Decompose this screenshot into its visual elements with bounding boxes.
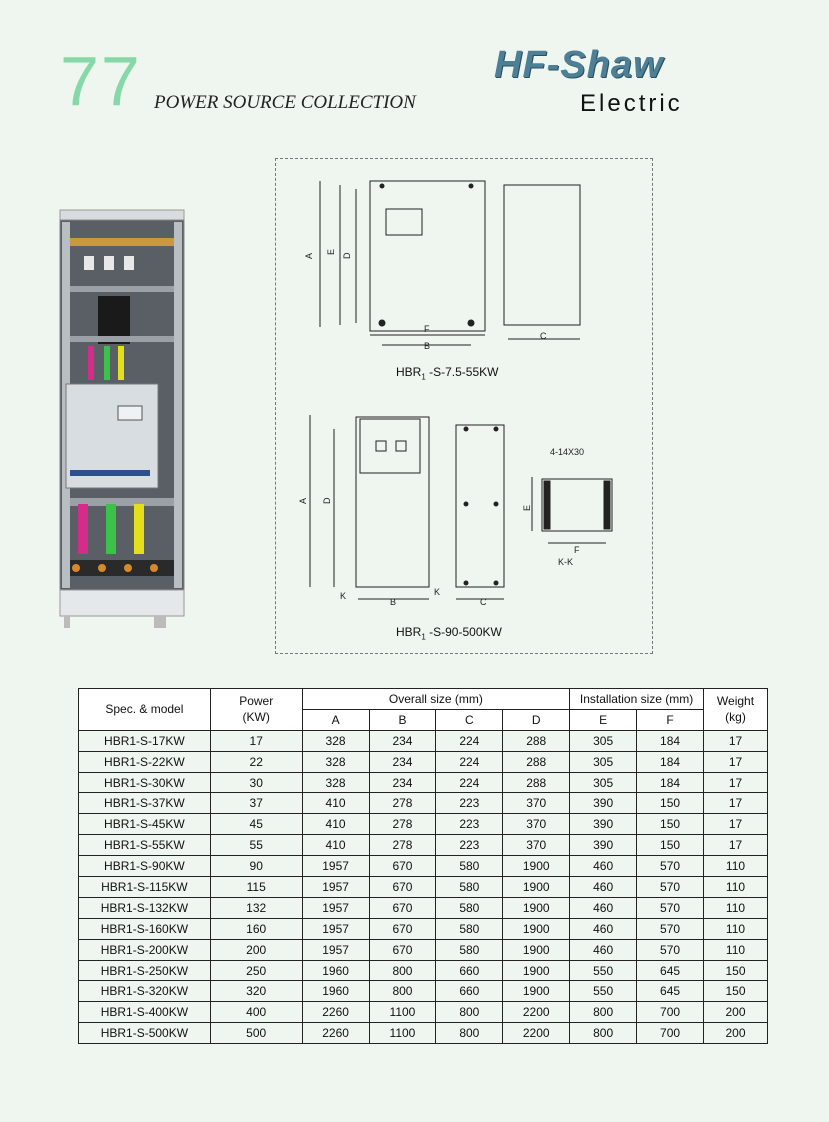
table-cell: 1957	[302, 877, 369, 898]
table-cell: 110	[703, 897, 767, 918]
table-cell: 17	[703, 835, 767, 856]
table-cell: 645	[637, 981, 704, 1002]
table-cell: 160	[210, 918, 302, 939]
dim-label-k-right: K	[434, 587, 441, 597]
table-row	[79, 772, 768, 793]
table-cell: 110	[703, 877, 767, 898]
subheader-b: B	[369, 709, 436, 730]
table-cell: HBR1-S-45KW	[79, 814, 211, 835]
table-cell: 234	[369, 730, 436, 751]
table-cell: 460	[570, 877, 637, 898]
table-cell: 223	[436, 793, 503, 814]
header-power: Power (KW)	[210, 689, 302, 731]
table-cell: 400	[210, 1002, 302, 1023]
table-cell: 200	[703, 1002, 767, 1023]
table-cell: 670	[369, 897, 436, 918]
dim-label-f2: F	[574, 545, 580, 555]
spec-table	[78, 688, 768, 1044]
subheader-e: E	[570, 709, 637, 730]
brand-subtitle: Electric	[580, 90, 683, 117]
table-cell: 460	[570, 856, 637, 877]
table-cell: 150	[637, 835, 704, 856]
table-cell: 670	[369, 939, 436, 960]
dim-label-kk: K-K	[558, 557, 574, 567]
table-cell: 55	[210, 835, 302, 856]
table-cell: 800	[436, 1023, 503, 1044]
table-cell: HBR1-S-115KW	[79, 877, 211, 898]
table-cell: 328	[302, 730, 369, 751]
table-cell: 37	[210, 793, 302, 814]
table-cell: 580	[436, 897, 503, 918]
table-cell: 800	[369, 960, 436, 981]
table-cell: 305	[570, 730, 637, 751]
table-cell: 278	[369, 814, 436, 835]
table-cell: 2260	[302, 1002, 369, 1023]
table-row	[79, 856, 768, 877]
dim-label-b1: B	[424, 341, 431, 351]
table-cell: 17	[703, 814, 767, 835]
table-cell: 700	[637, 1023, 704, 1044]
table-cell: 1900	[503, 960, 570, 981]
table-cell: 410	[302, 835, 369, 856]
table-cell: 410	[302, 814, 369, 835]
subheader-f: F	[637, 709, 704, 730]
page-number: 77	[60, 42, 142, 120]
subheader-c: C	[436, 709, 503, 730]
table-cell: 234	[369, 751, 436, 772]
table-row	[79, 918, 768, 939]
dim-label-c1: C	[540, 331, 547, 341]
table-cell: 660	[436, 960, 503, 981]
table-cell: 30	[210, 772, 302, 793]
table-cell: 150	[703, 960, 767, 981]
table-cell: 550	[570, 981, 637, 1002]
header-overall: Overall size (mm)	[302, 689, 570, 710]
dim-label-b2: B	[390, 597, 397, 607]
table-row	[79, 877, 768, 898]
table-cell: 288	[503, 751, 570, 772]
table-cell: 500	[210, 1023, 302, 1044]
dim-label-a2: A	[298, 497, 308, 504]
table-cell: 1900	[503, 918, 570, 939]
table-cell: 224	[436, 730, 503, 751]
table-cell: 580	[436, 856, 503, 877]
table-cell: 550	[570, 960, 637, 981]
large-unit-panel	[360, 419, 420, 473]
table-cell: 460	[570, 918, 637, 939]
table-row	[79, 835, 768, 856]
table-cell: 17	[703, 772, 767, 793]
table-cell: 288	[503, 730, 570, 751]
table-cell: 700	[637, 1002, 704, 1023]
table-cell: 150	[637, 793, 704, 814]
table-cell: 110	[703, 939, 767, 960]
table-cell: 580	[436, 939, 503, 960]
table-cell: 670	[369, 877, 436, 898]
table-row	[79, 793, 768, 814]
table-cell: 132	[210, 897, 302, 918]
subheader-a: A	[302, 709, 369, 730]
table-cell: 328	[302, 751, 369, 772]
small-unit-panel	[386, 209, 422, 235]
table-cell: 1960	[302, 981, 369, 1002]
table-cell: 2200	[503, 1002, 570, 1023]
table-cell: 2260	[302, 1023, 369, 1044]
table-cell: 800	[369, 981, 436, 1002]
table-cell: 1957	[302, 939, 369, 960]
table-cell: 115	[210, 877, 302, 898]
dim-label-c2: C	[480, 597, 487, 607]
table-cell: 200	[703, 1023, 767, 1044]
table-row	[79, 960, 768, 981]
table-cell: 1100	[369, 1002, 436, 1023]
table-cell: 234	[369, 772, 436, 793]
header-weight: Weight (kg)	[703, 689, 767, 731]
table-cell: 184	[637, 730, 704, 751]
page-title: POWER SOURCE COLLECTION	[154, 92, 416, 113]
table-cell: 150	[703, 981, 767, 1002]
brand-logo: HF-Shaw	[494, 44, 664, 86]
subheader-d: D	[503, 709, 570, 730]
table-cell: 1900	[503, 939, 570, 960]
table-cell: 17	[210, 730, 302, 751]
large-unit-front	[356, 417, 429, 587]
small-unit-front	[370, 181, 485, 331]
table-cell: 90	[210, 856, 302, 877]
table-cell: HBR1-S-22KW	[79, 751, 211, 772]
table-cell: 370	[503, 835, 570, 856]
table-row	[79, 897, 768, 918]
table-cell: 390	[570, 835, 637, 856]
table-cell: HBR1-S-132KW	[79, 897, 211, 918]
dim-label-f1: F	[424, 324, 430, 334]
table-row	[79, 751, 768, 772]
table-cell: HBR1-S-30KW	[79, 772, 211, 793]
table-cell: 150	[637, 814, 704, 835]
table-cell: 410	[302, 793, 369, 814]
table-cell: 250	[210, 960, 302, 981]
table-cell: 800	[570, 1023, 637, 1044]
table-cell: 278	[369, 835, 436, 856]
table-cell: HBR1-S-320KW	[79, 981, 211, 1002]
table-cell: 2200	[503, 1023, 570, 1044]
drawing-caption-1: $HBR_1$ -S-7.5-55KW	[396, 365, 499, 382]
table-cell: 328	[302, 772, 369, 793]
table-row	[79, 1002, 768, 1023]
dim-label-k-left: K	[340, 591, 347, 601]
table-cell: HBR1-S-17KW	[79, 730, 211, 751]
table-cell: 184	[637, 751, 704, 772]
table-cell: 110	[703, 856, 767, 877]
table-cell: HBR1-S-160KW	[79, 918, 211, 939]
table-cell: 110	[703, 918, 767, 939]
header-install: Installation size (mm)	[570, 689, 704, 710]
table-cell: 670	[369, 918, 436, 939]
cabinet-photo	[58, 208, 186, 630]
table-cell: 800	[570, 1002, 637, 1023]
small-unit-side	[504, 185, 580, 325]
table-cell: 570	[637, 897, 704, 918]
dim-label-hole: 4-14X30	[550, 447, 585, 457]
table-cell: 570	[637, 856, 704, 877]
table-row	[79, 730, 768, 751]
table-cell: 45	[210, 814, 302, 835]
table-cell: 570	[637, 918, 704, 939]
table-cell: 1900	[503, 877, 570, 898]
table-row	[79, 1023, 768, 1044]
table-row	[79, 814, 768, 835]
table-cell: 17	[703, 730, 767, 751]
table-cell: HBR1-S-500KW	[79, 1023, 211, 1044]
table-cell: 460	[570, 897, 637, 918]
table-cell: 1957	[302, 856, 369, 877]
table-cell: HBR1-S-90KW	[79, 856, 211, 877]
table-cell: 1957	[302, 918, 369, 939]
table-cell: 390	[570, 814, 637, 835]
table-cell: 224	[436, 772, 503, 793]
table-cell: 570	[637, 877, 704, 898]
table-cell: 224	[436, 751, 503, 772]
dim-label-a1: A	[304, 252, 314, 259]
spec-table-body	[79, 730, 768, 1043]
table-cell: 1900	[503, 856, 570, 877]
table-cell: 390	[570, 793, 637, 814]
table-cell: 184	[637, 772, 704, 793]
table-cell: 223	[436, 814, 503, 835]
table-cell: 1957	[302, 897, 369, 918]
dim-label-e1: E	[326, 248, 336, 255]
table-cell: HBR1-S-250KW	[79, 960, 211, 981]
base-view	[542, 479, 612, 531]
table-cell: 660	[436, 981, 503, 1002]
table-cell: HBR1-S-37KW	[79, 793, 211, 814]
drawing-caption-2: $HBR_1$ -S-90-500KW	[396, 625, 502, 642]
table-cell: 288	[503, 772, 570, 793]
header-spec: Spec. & model	[79, 689, 211, 731]
dimension-drawings	[275, 158, 653, 654]
table-cell: 580	[436, 918, 503, 939]
table-cell: 22	[210, 751, 302, 772]
table-cell: 580	[436, 877, 503, 898]
table-cell: 645	[637, 960, 704, 981]
table-cell: 670	[369, 856, 436, 877]
table-cell: 305	[570, 772, 637, 793]
dim-label-d2: D	[322, 497, 332, 504]
table-cell: 370	[503, 814, 570, 835]
dim-label-e2: E	[522, 504, 532, 511]
table-cell: 370	[503, 793, 570, 814]
table-cell: 320	[210, 981, 302, 1002]
table-cell: 460	[570, 939, 637, 960]
table-cell: 1100	[369, 1023, 436, 1044]
table-row	[79, 981, 768, 1002]
table-cell: 278	[369, 793, 436, 814]
table-cell: 17	[703, 751, 767, 772]
table-row	[79, 939, 768, 960]
table-cell: 305	[570, 751, 637, 772]
table-cell: 800	[436, 1002, 503, 1023]
table-cell: 223	[436, 835, 503, 856]
table-cell: 200	[210, 939, 302, 960]
table-cell: HBR1-S-200KW	[79, 939, 211, 960]
table-cell: 1900	[503, 897, 570, 918]
table-cell: 17	[703, 793, 767, 814]
table-cell: 570	[637, 939, 704, 960]
table-cell: 1960	[302, 960, 369, 981]
table-cell: 1900	[503, 981, 570, 1002]
table-cell: HBR1-S-400KW	[79, 1002, 211, 1023]
table-cell: HBR1-S-55KW	[79, 835, 211, 856]
dim-label-d1: D	[342, 252, 352, 259]
